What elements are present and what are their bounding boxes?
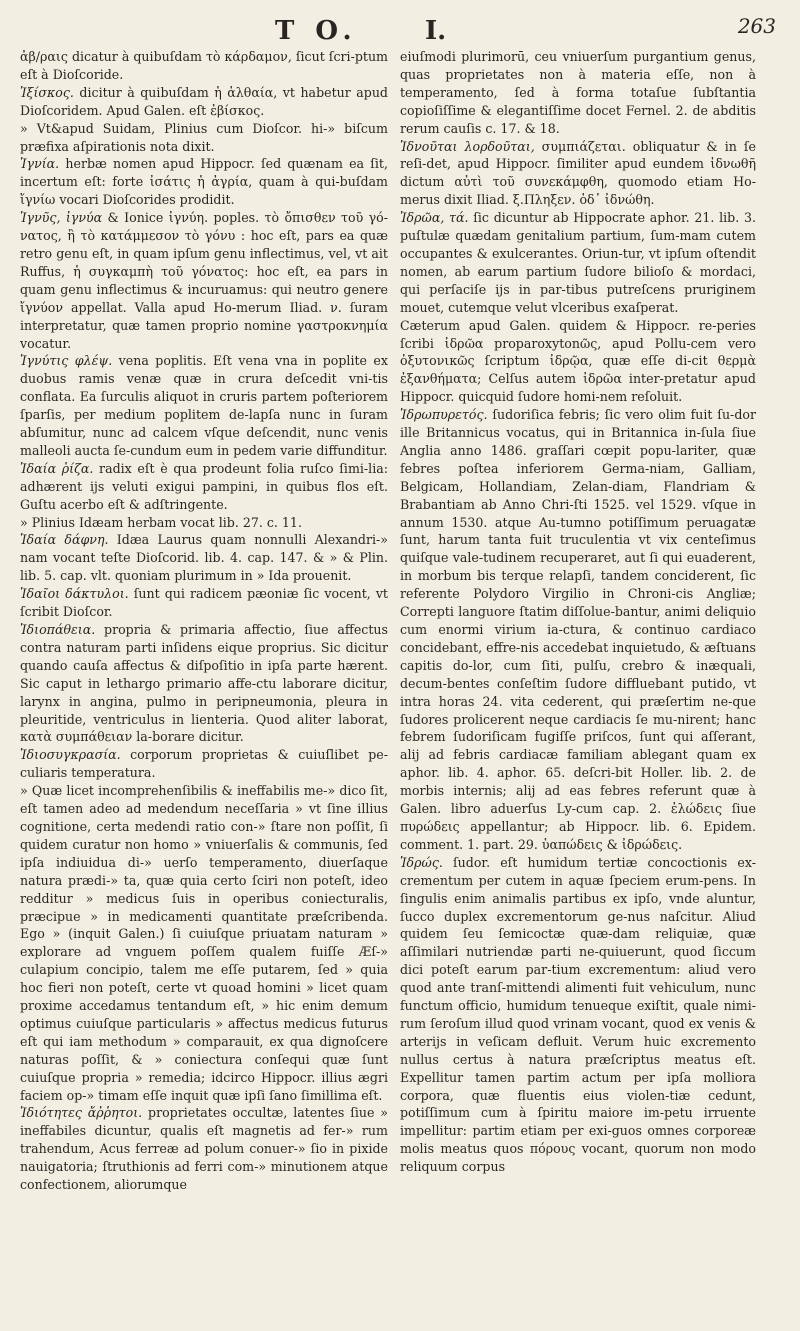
dictionary-entry [20,782,388,1104]
entry-text: ſic dicuntur ab Hippocrate aphor. 21. lib. 3. puſtulæ quædam genitalium partium, ſum-mam cutem occupantes & exulcerantes. Oriun-tur, vt ipſum oſtendit nomen, ab earum partium ſudore bilioſo & mordaci, qui perſaciſe ijs in par-tibus putreſcens pruriginem mouet, cutemque velut vlceribus exaſperat. [400,210,756,315]
entry-text: Cæterum apud Galen. quidem & Hippocr. re-peries ſcribi ἰδρῶα proparoxytonῶς, apud Pollu-cem vero ὀξυτονικῶς ſcriptum ἰδρῷα, quæ eſſe di-cit θερμὰ ἐξανθήματα; Celſus autem ἰδρῶα inter-pretatur apud Hippocr. quicquid ſudore homi-nem reſoluit. [400,317,756,405]
dictionary-entry [400,209,756,316]
entry-text: ſudor. eſt humidum tertiæ concoctionis ex-crementum per cutem in aquæ ſpeciem erum-pens. In ſingulis enim animalis partibus ex ipſo, vnde aluntur, ſucco duplex excrementorum ge-nus naſcitur. Aliud quidem ſeu ſemicoctæ quæ-dam reliquiæ, quæ aſſimilari nutriendæ parti ne-quiuerunt, quod ſiccum dici poteſt earum par-tium excrementum: aliud vero quod ante tranſ-mittendi alimenti fuit vehiculum, nunc functum officio, humidum tenueque exiſtit, quale nimi-rum ſeroſum illud quod vrinam vocant, quod ex venis & arterijs in veſicam defluit. Verum huic excremento nullus certus à natura præſcriptus meatus eſt. Expellitur tamen partim actum per ipſa molliora corpora, quæ fluentis eius violen-tiæ cedunt, potiſſimum cum à ſpiritu maiore im-petu irruente impellitur: partim etiam per exi-guos omnes corporeæ molis meatus quos πόρους vocant, quorum non modo reliquum corpus [400,854,756,1175]
entry-headword: Ἰδιοπάθεια. [20,622,96,637]
dictionary-entry [20,514,388,532]
entry-headword: Ἰγνύτις φλέψ. [20,353,113,369]
entry-headword: Ἰγνῦς, ἰγνύα [20,210,103,226]
entry-text: corporum proprietas & cuiuſlibet pe-culiaris temperatura. [20,747,388,781]
entry-text: vena poplitis. Eſt vena vna in poplite ex duobus ramis venæ quæ in crura deſcedit vni-tis conflata. Ea ſurculis aliquot in cruris partem poſteriorem ſparſis, per medium poplitem de-lapſa nunc in ſuram abſumitur, nunc ad calcem vſque deſcendit, nunc venis malleoli aucta ſe-cundum eum in pedem varie diffunditur. [20,353,388,458]
entry-headword: Ἰδαῖοι δάκτυλοι. [20,586,129,602]
dictionary-entry [20,352,388,459]
entry-headword: Ἰδρώς. [400,854,443,870]
right-column [400,48,756,1176]
entry-text: Idæa Laurus quam nonnulli Alexandri-» nam vocant teſte Dioſcorid. lib. 4. cap. 147. & » & Plin. lib. 5. cap. vlt. quoniam plurimum in » Ida prouenit. [20,532,389,584]
column-divider [393,50,394,1300]
running-head-mid: I. [425,16,447,46]
dictionary-entry [400,138,756,210]
dictionary-entry [400,854,756,1176]
dictionary-entry [20,746,388,782]
left-column [20,48,388,1194]
dictionary-entry [20,531,388,585]
running-head-left: T O. [275,16,358,46]
entry-text: dicitur à quibuſdam ἡ ἀλθαία, vt habetur apud Dioſcoridem. Apud Galen. eſt ἐβίσκος. [20,84,388,118]
entry-headword: Ἰδρωπυρετός. [400,407,488,423]
entry-text: propria & primaria affectio, ſiue affectus contra naturam parti inſidens eique proprius. Sic dicitur quando cauſa affectus & diſpoſitio in ipſa parte hærent. Sic caput in lethargo primario affe-ctu laborare dicitur, larynx in angina, pulmo in peripneumonia, pleura in pleuritide, ventriculus in lienteria. Quod aliter laborat, κατὰ συμπάθειαν la-borare dicitur. [20,622,388,745]
dictionary-entry [20,460,388,514]
dictionary-entry [400,48,756,138]
entry-headword: Ἰξίσκος. [20,84,74,100]
entry-text: eiuſmodi plurimorū, ceu vniuerſum purgantium genus, quas proprietates non à materia eſſe, non à temperamento, ſed à forma totaſue ſubſtantia copioſiſſime & elegantiſſime docet Fernel. 2. de abditis rerum cauſis c. 17. & 18. [400,49,756,136]
dictionary-entry [20,621,388,746]
entry-text: » Vt&apud Suidam, Plinius cum Dioſcor. hi-» biſcum præfixa aſpirationis nota dixit. [20,120,388,154]
dictionary-entry [20,84,388,120]
entry-headword: Ἰδαία δάφνη. [20,532,109,548]
entry-text: » Plinius Idæam herbam vocat lib. 27. c. 11. [20,514,302,530]
entry-text: ἀβ/ραις dicatur à quibuſdam τὸ κάρδαμον, ſicut ſcri-ptum eſt à Dioſcoride. [20,49,388,82]
dictionary-entry [20,120,388,156]
entry-text: herbæ nomen apud Hippocr. ſed quænam ea ſit, incertum eſt: forte ἰσάτις ἡ ἀγρία, quam à qui-buſdam ἴγνίω vocari Dioſcorides prodidit. [20,156,388,208]
entry-headword: Ἰδνοῦται λορδοῦται, [400,138,535,154]
entry-text: & Ionice ἰγνύη. poples. τὸ ὄπισθεν τοῦ γό-νατος, ἢ τὸ κατάμμεσον τὸ γόνυ : hoc eſt, pars ea quæ retro genu eſt, in quam ipſum genu inflectimus, vel, vt ait Ruffus, ἡ συγκαμπὴ τοῦ γόνατος: hoc eſt, ea pars in quam genu inflectimus & incuruamus: qui neutro genere ἴγνύον appellat. Valla apud Ho-merum Iliad. ν. ſuram interpretatur, quæ tamen proprio nomine γαστροκνημία vocatur. [20,210,388,351]
dictionary-entry [20,155,388,209]
dictionary-entry [400,317,756,407]
dictionary-entry [400,406,756,854]
entry-text: radix eſt è qua prodeunt folia ruſco ſimi-lia: adhærent ijs veluti exigui pampini, in quibus flos eſt. Guſtu acerbo eſt & adſtringente. [20,460,388,512]
running-head [0,14,800,44]
entry-text: proprietates occultæ, latentes ſiue » ineffabiles dicuntur, qualis eſt magnetis ad fer-» rum trahendum, Acus ferreæ ad polum conuer-» ſio in pixide nauigatoria; ſtruthionis ad ferri com-» minutionem atque confectionem, aliorumque [20,1105,388,1193]
entry-text: » Quæ licet incomprehenſibilis & ineffabilis me-» dico ſit, eſt tamen adeo ad medendum neceſſaria » vt ſine illius cognitione, certa medendi ratio con-» ſtare non poſſit, ſi quidem curatur non homo » vniuerſalis & communis, ſed ipſa indiuidua di-» uerſo temperamento, diuerſaque natura prædi-» ta, quæ quia certo ſciri non poteſt, ideo redditur » medicus ſuis in operibus coniecturalis, præcipue » in medicamenti quantitate præſcribenda. Ego » (inquit Galen.) ſi cuiuſque priuatam naturam » explorare ad vnguem poſſem qualem fuiſſe Æſ-» culapium concipio, talem me eſſe putarem, ſed » quia hoc fieri non poteſt, certe vt quoad homini » licet quam proxime accedamus tentandum eſt, » hic enim demum optimus cuiuſque particularis » affectus medicus futurus eſt qui iam methodum » comparauit, ex qua dignoſcere naturas poſſit, & » coniectura conſequi quæ ſunt cuiuſque propria » remedia; idcirco Hippocr. illius ægri faciem op-» timam eſſe inquit quæ ipſi ſano ſimillima eſt. [20,783,388,1103]
dictionary-entry [20,585,388,621]
entry-headword: Ἰδιοσυγκρασία. [20,747,121,763]
entry-text: ſudoriſica febris; ſic vero olim fuit ſu-dor ille Britannicus vocatus, qui in Britannica in-ſula ſiue Anglia anno 1486. graſſari cœpit popu-lariter, quæ febres poſtea inferiorem Germa-niam, Galliam, Belgicam, Hollandiam, Zelan-diam, Flandriam & Brabantiam ab Anno Chri-ſti 1525. vel 1529. vſque in annum 1530. atque Au-tumno potiſſimum peruagatæ ſunt, harum tanta fuit truculentia vt vix centeſimus quiſque vale-tudinem recuperaret, aut ſi qui euaderent, in morbum bis terque relapſi, tandem conciderent, ſic referente Polydoro Virgilio in Chroni-cis Angliæ; Correpti languore ſtatim diſſolue-bantur, animi deliquio cum enormi virium ia-ctura, & continuo cardiaco concidebant, effre-nis accedebat inquietudo, & æſtuans capitis do-lor, cum ſiti, pulſu, crebro & inæquali, decum-bentes conſeſtim ſudore diffluebant putido, vt intra horas 24. vita cederent, qui præſertim ne-que ſudores prolicerent neque cardiacis ſe mu-nirent; hanc febrem ſudoriſicam fugiſſe priſcos, ſunt qui aſſerant, alij ad febris cardiacæ familiam ablegant quam ex aphor. lib. 4. aphor. 65. deſcri-bit Holler. lib. 2. de morbis internis; alij ad eas febres referunt quæ à Galen. libro aduerſus Ly-cum cap. 2. ἐλώδεις ſiue πυρώδεις appellantur; ab Hippocr. lib. 6. Epidem. comment. 1. part. 29. ὑαπώδεις & ἰδρώδεις. [400,407,756,852]
dictionary-entry [20,209,388,352]
entry-text: ſunt qui radicem pæoniæ ſic vocent, vt ſcribit Dioſcor. [20,586,388,620]
entry-text: συμπιάζεται. obliquatur & in ſe reſi-det, apud Hippocr. ſimiliter apud eundem ἰδνωθῆ dictum αὐτὶ τοῦ συνεκάμφθη, quomodo etiam Ho-merus dixit Iliad. ξ.Πληξεν. ὁδ᾽ ἰδνώθη. [400,138,757,208]
entry-headword: Ἰδαία ῥίζα. [20,460,94,476]
page-number: 263 [737,14,776,38]
entry-headword: Ἰδιότητες ἄῤῥητοι. [20,1105,143,1121]
entry-headword: Ἰγνία. [20,156,60,172]
dictionary-entry [20,1104,388,1194]
entry-headword: Ἰδρῶα, τά. [400,210,469,226]
dictionary-entry [20,48,388,84]
